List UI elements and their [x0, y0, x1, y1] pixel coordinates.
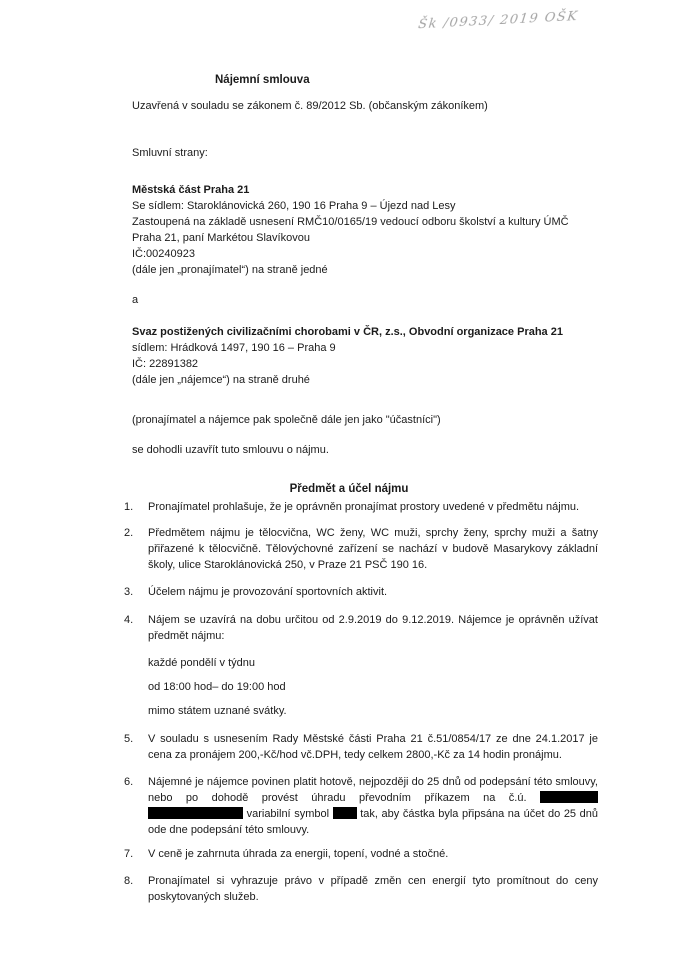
redaction-box-account-number	[540, 791, 598, 803]
schedule-line-hours: od 18:00 hod– do 19:00 hod	[148, 681, 286, 693]
item-number: 3.	[124, 586, 134, 598]
tenant-block	[124, 324, 598, 388]
item-number: 8.	[124, 875, 134, 887]
parties-label: Smluvní strany:	[132, 147, 208, 159]
document-content	[124, 0, 598, 905]
landlord-ico: IČ:00240923	[132, 248, 195, 260]
item-number: 4.	[124, 614, 134, 626]
item-number: 6.	[124, 776, 134, 788]
item-number: 1.	[124, 501, 134, 513]
item-text	[148, 774, 598, 838]
item-text: Předmětem nájmu je tělocvična, WC ženy, WC muži, sprchy ženy, sprchy muži a šatny přiřazené k tělocvičně. Tělovýchovné zařízení se nachází v budově Masarykovy základní školy, ulice Staroklánovická 250, v Praze 21 PSČ 190 16.	[148, 527, 598, 571]
document-title: Nájemní smlouva	[215, 74, 310, 86]
agreement-clause: se dohodli uzavřít tuto smlouvu o nájmu.	[132, 444, 329, 456]
conjunction-a: a	[132, 294, 139, 306]
item-text: Pronajímatel si vyhrazuje právo v případě změn cen energií tyto promítnout do ceny poskytovaných služeb.	[148, 875, 598, 903]
item-text: V ceně je zahrnuta úhrada za energii, topení, vodné a stočné.	[148, 848, 449, 860]
item-number: 2.	[124, 527, 134, 539]
landlord-block	[124, 182, 598, 278]
item-text: Nájem se uzavírá na dobu určitou od 2.9.2019 do 9.12.2019. Nájemce je oprávněn užívat předmět nájmu:	[148, 614, 598, 642]
item-text: Pronajímatel prohlašuje, že je oprávněn pronajímat prostory uvedené v předmětu nájmu.	[148, 501, 580, 513]
contract-clauses-list	[124, 499, 598, 905]
contract-item-3	[124, 584, 598, 600]
landlord-address: Se sídlem: Staroklánovická 260, 190 16 Praha 9 – Újezd nad Lesy	[132, 200, 456, 212]
contract-item-6	[124, 774, 598, 838]
landlord-name: Městská část Praha 21	[132, 184, 250, 196]
landlord-alias: (dále jen „pronajímatel“) na straně jedné	[132, 264, 328, 276]
contract-item-8	[124, 873, 598, 905]
item-number: 5.	[124, 733, 134, 745]
item-text-wrap	[148, 612, 598, 719]
redaction-box-account-number	[148, 807, 243, 819]
tenant-name: Svaz postižených civilizačními chorobami v ČR, z.s., Obvodní organizace Praha 21	[132, 326, 563, 338]
schedule-line-holidays: mimo státem uznané svátky.	[148, 705, 287, 717]
joint-parties-clause: (pronajímatel a nájemce pak společně dále jen jako "účastníci")	[132, 414, 441, 426]
item-text-segment: variabilní symbol	[246, 808, 330, 820]
document-subtitle: Uzavřená v souladu se zákonem č. 89/2012 Sb. (občanským zákoníkem)	[132, 100, 488, 112]
item-number: 7.	[124, 848, 134, 860]
item-text-segment: Nájemné je nájemce povinen platit hotově, nejpozději do 25 dnů od podepsání této smlouvy, nebo po dohodě provést úhradu převodním příkazem na č.ú.	[148, 776, 598, 804]
landlord-representation: Zastoupená na základě usnesení RMČ10/0165/19 vedoucí odboru školství a kultury ÚMČ Praha 21, paní Markétou Slavíkovou	[132, 216, 569, 244]
contract-item-4	[124, 612, 598, 719]
contract-item-2	[124, 525, 598, 573]
item-text-segment: tak, aby částka byla připsána na účet do 25 dnů ode dne podepsání této smlouvy.	[148, 808, 598, 836]
contract-item-1	[124, 499, 598, 515]
tenant-alias: (dále jen „nájemce“) na straně druhé	[132, 374, 310, 386]
contract-item-5	[124, 731, 598, 763]
schedule-line-weekday: každé pondělí v týdnu	[148, 657, 256, 669]
redaction-box-variable-symbol	[333, 807, 357, 819]
item-text: Účelem nájmu je provozování sportovních aktivit.	[148, 586, 388, 598]
item-text: V souladu s usnesením Rady Městské části Praha 21 č.51/0854/17 ze dne 24.1.2017 je cena za pronájem 200,-Kč/hod vč.DPH, tedy celkem 2800,-Kč za 14 hodin pronájmu.	[148, 733, 598, 761]
contract-item-7	[124, 846, 598, 862]
handwritten-reference-note: Šk /0933/ 2019 OŠK	[417, 9, 580, 33]
tenant-address: sídlem: Hrádková 1497, 190 16 – Praha 9	[132, 342, 336, 354]
tenant-ico: IČ: 22891382	[132, 358, 199, 370]
section-heading: Předmět a účel nájmu	[289, 483, 409, 495]
